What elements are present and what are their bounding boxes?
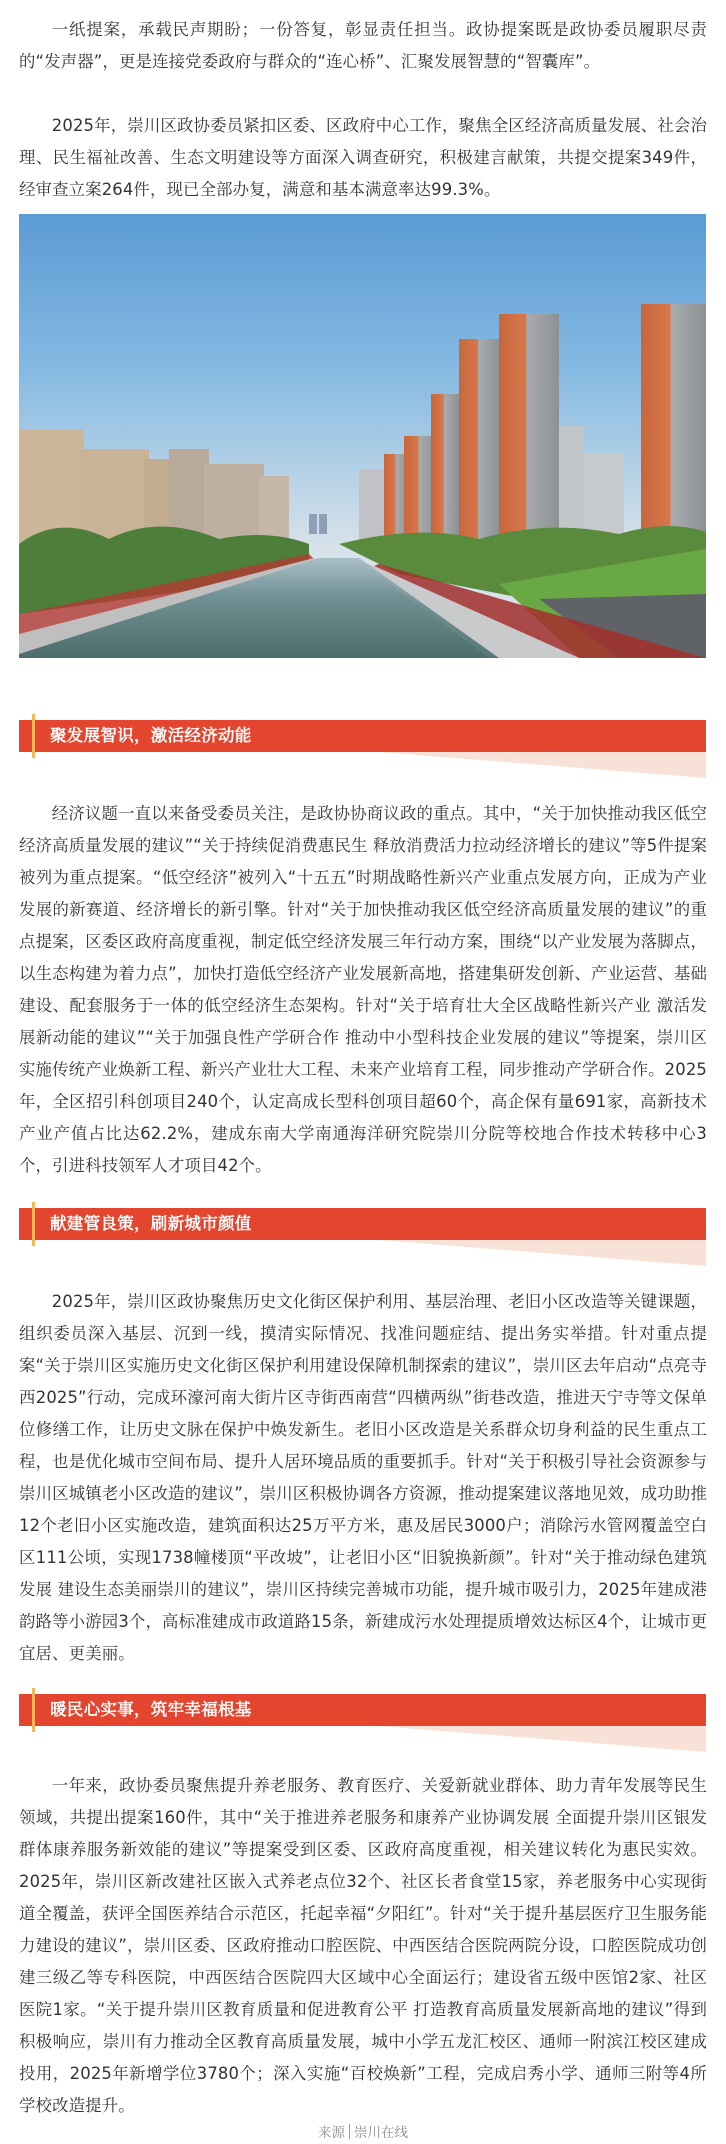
section-title: 献建管良策，刷新城市颜值 [50,1214,252,1233]
source-name: 崇川在线 [354,2125,408,2141]
header-shadow-decoration [19,1726,706,1752]
header-shadow-decoration [19,752,706,778]
source-divider [349,2124,350,2139]
hero-image-river-towers [19,214,706,658]
intro-paragraph-1: 一纸提案，承载民声期盼；一份答复，彰显责任担当。政协提案既是政协委员履职尽责的“发声器”，更是连接党委政府与群众的“连心桥”、汇聚发展智慧的“智囊库”。 [19,20,707,71]
section-paragraph-livelihood: 一年来，政协委员聚焦提升养老服务、教育医疗、关爱新就业群体、助力青年发展等民生领域，共提出提案160件，其中“关于推进养老服务和康养产业协调发展 全面提升崇川区银发群体康养服务新效能的建议”等提案受到区委、区政府高度重视，相关建议转化为惠民实效。2025年，崇川区新改建社区嵌入式养老点位32个、社区长者食堂15家，养老服务中心实现街道全覆盖，获评全国医养结合示范区，托起幸福“夕阳红”。针对“关于提升基层医疗卫生服务能力建设的建议”，崇川区委、区政府推动口腔医院、中西医结合医院两院分设，口腔医院成功创建三级乙等专科医院，中西医结合医院四大区域中心全面运行；建设省五级中医馆2家、社区医院1家。“关于提升崇川区教育质量和促进教育公平 打造教育高质量发展新高地的建议”得到积极响应，崇川有力推动全区教育高质量发展，城中小学五龙汇校区、通师一附滨江校区建成投用，2025年新增学位3780个；深入实施“百校焕新”工程，完成启秀小学、通师三附等4所学校改造提升。 [19,1776,707,2115]
section-paragraph-economy: 经济议题一直以来备受委员关注，是政协协商议政的重点。其中，“关于加快推动我区低空经济高质量发展的建议”“关于持续促消费惠民生 释放消费活力拉动经济增长的建议”等5件提案被列为重点提案。“低空经济”被列入“十五五”时期战略性新兴产业重点发展方向，正成为产业发展的新赛道、经济增长的新引擎。针对“关于加快推动我区低空经济高质量发展的建议”的重点提案，区委区政府高度重视，制定低空经济发展三年行动方案，围绕“以产业发展为落脚点，以生态构建为着力点”，加快打造低空经济产业发展新高地，搭建集研发创新、产业运营、基础建设、配套服务于一体的低空经济生态架构。针对“关于培育壮大全区战略性新兴产业 激活发展新动能的建议”“关于加强良性产学研合作 推动中小型科技企业发展的建议”等提案，崇川区实施传统产业焕新工程、新兴产业壮大工程、未来产业培育工程，同步推动产学研合作。2025年，全区招引科创项目240个，认定高成长型科创项目超60个，高企保有量691家，高新技术产业产值占比达62.2%，建成东南大学南通海洋研究院崇川分院等校地合作技术转移中心3个，引进科技领军人才项目42个。 [19,804,707,1175]
intro-paragraph-2: 2025年，崇川区政协委员紧扣区委、区政府中心工作，聚焦全区经济高质量发展、社会治理、民生福祉改善、生态文明建设等方面深入调查研究，积极建言献策，共提交提案349件，经审查立案264件，现已全部办复，满意和基本满意率达99.3%。 [19,116,707,199]
header-shadow-decoration [19,1240,706,1266]
section-header-economy [19,714,706,774]
section-paragraph-city: 2025年，崇川区政协聚焦历史文化街区保护利用、基层治理、老旧小区改造等关键课题，组织委员深入基层、沉到一线，摸清实际情况、找准问题症结、提出务实举措。针对重点提案“关于崇川区实施历史文化街区保护利用建设保障机制探索的建议”，崇川区去年启动“点亮寺西2025”行动，完成环濠河南大街片区寺街西南营“四横两纵”街巷改造，推进天宁寺等文保单位修缮工作，让历史文脉在保护中焕发新生。老旧小区改造是关系群众切身利益的民生重点工程，也是优化城市空间布局、提升人居环境品质的重要抓手。针对“关于积极引导社会资源参与崇川区城镇老小区改造的建议”，崇川区积极协调各方资源，推动提案建议落地见效，成功助推12个老旧小区实施改造，建筑面积达25万平方米，惠及居民3000户；消除污水管网覆盖空白区111公顷，实现1738幢楼顶“平改坡”，让老旧小区“旧貌换新颜”。针对“关于推动绿色建筑发展 建设生态美丽崇川的建议”，崇川区持续完善城市功能，提升城市吸引力，2025年建成港韵路等小游园3个，高标准建成市政道路15条，新建成污水处理提质增效达标区4个，让城市更宜居、更美丽。 [19,1292,707,1663]
source-label: 来源 [318,2125,345,2141]
river-city-photo [19,214,706,658]
section-header-city [19,1202,706,1262]
header-accent-line [32,1688,35,1732]
header-accent-line [32,1202,35,1246]
header-accent-line [32,714,35,758]
section-title: 聚发展智识，激活经济动能 [50,726,252,745]
section-title: 暖民心实事，筑牢幸福根基 [50,1700,252,1719]
section-header-livelihood [19,1688,706,1748]
source-credit [0,2122,726,2144]
